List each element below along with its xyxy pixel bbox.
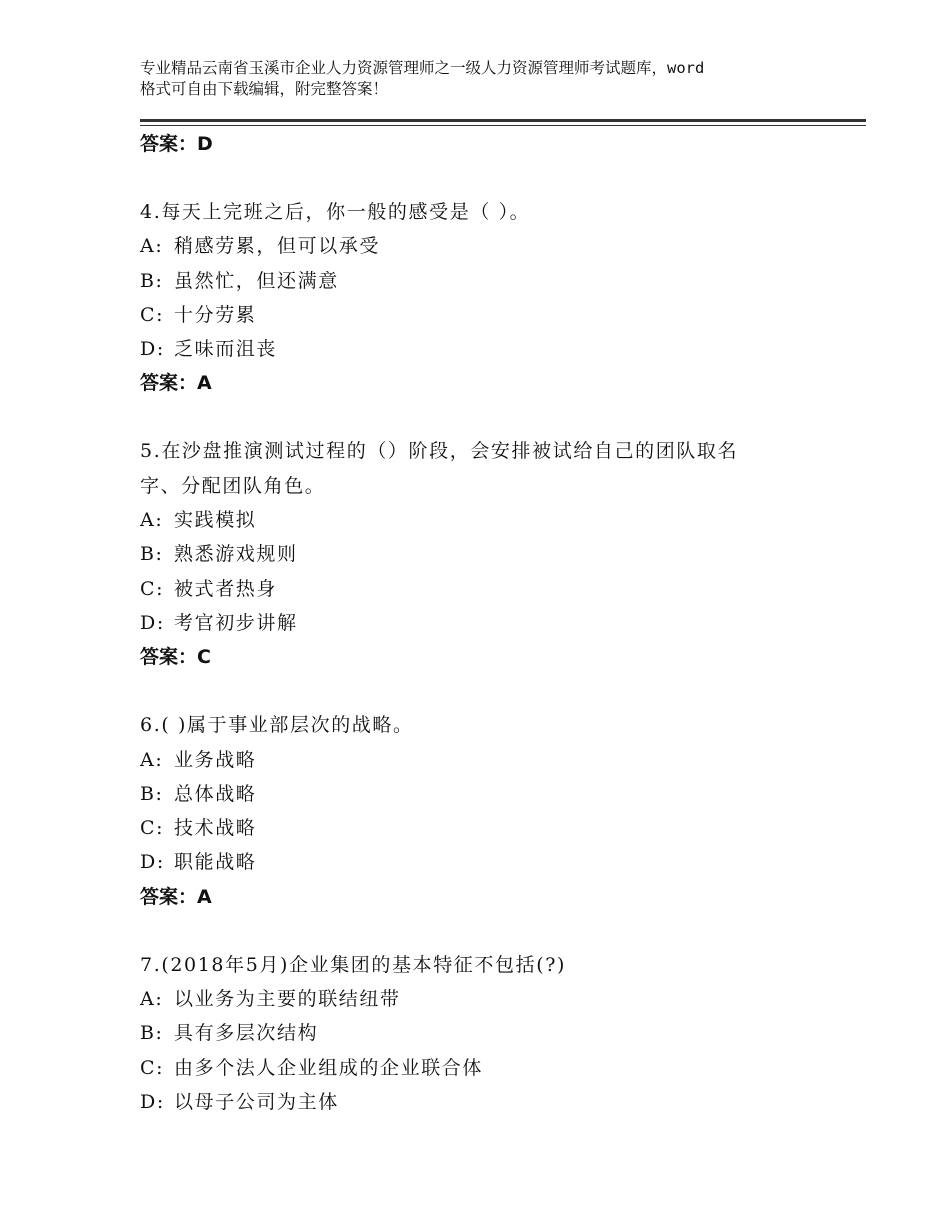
- option-text: 由多个法人企业组成的企业联合体: [174, 1056, 484, 1079]
- option-row: [140, 743, 860, 777]
- option-key: B:: [140, 782, 164, 805]
- header-line-2: 格式可自由下载编辑，附完整答案！: [140, 80, 389, 98]
- option-row: [140, 503, 860, 537]
- question-stem: 字、分配团队角色。: [140, 474, 326, 497]
- option-row: [140, 572, 860, 606]
- question-stem: 6.( )属于事业部层次的战略。: [140, 714, 414, 737]
- option-key: B:: [140, 1022, 164, 1045]
- option-text: 总体战略: [174, 782, 257, 805]
- option-row: [140, 777, 860, 811]
- option-key: D:: [140, 611, 165, 634]
- header-divider-thick: [140, 119, 866, 122]
- option-text: 业务战略: [174, 748, 257, 771]
- option-row: [140, 229, 860, 263]
- option-row: [140, 845, 860, 879]
- question-stem: 7.(2018年5月)企业集团的基本特征不包括(?): [140, 953, 567, 976]
- answer-line: 答案：A: [140, 885, 212, 908]
- option-key: A:: [140, 235, 164, 258]
- option-text: 稍感劳累，但可以承受: [174, 235, 381, 258]
- option-row: [140, 1051, 860, 1085]
- header-line-1: 专业精品云南省玉溪市企业人力资源管理师之一级人力资源管理师考试题库，word: [140, 59, 705, 77]
- option-text: 被式者热身: [174, 577, 278, 600]
- header-divider-thin: [140, 125, 866, 126]
- option-key: D:: [140, 851, 165, 874]
- question-stem: 5.在沙盘推演测试过程的（）阶段，会安排被试给自己的团队取名: [140, 440, 739, 463]
- option-text: 熟悉游戏规则: [174, 543, 298, 566]
- option-text: 技术战略: [174, 817, 257, 840]
- option-text: 职能战略: [174, 851, 257, 874]
- option-key: B:: [140, 543, 164, 566]
- option-key: B:: [140, 269, 164, 292]
- answer-line: 答案：C: [140, 646, 211, 669]
- option-key: A:: [140, 509, 164, 532]
- option-key: C:: [140, 577, 165, 600]
- answer-line: 答案：D: [140, 133, 213, 155]
- option-row: [140, 811, 860, 845]
- option-row: [140, 606, 860, 640]
- option-text: 具有多层次结构: [174, 1022, 319, 1045]
- option-text: 乏味而沮丧: [174, 338, 278, 361]
- document-header: [140, 58, 840, 100]
- answer-line: 答案：A: [140, 372, 212, 395]
- option-key: A:: [140, 988, 164, 1011]
- option-row: [140, 264, 860, 298]
- question-block: [140, 195, 860, 400]
- option-text: 十分劳累: [174, 303, 257, 326]
- option-text: 虽然忙，但还满意: [174, 269, 339, 292]
- option-key: C:: [140, 303, 165, 326]
- question-block: [140, 708, 860, 913]
- option-text: 考官初步讲解: [174, 611, 298, 634]
- question-block: [140, 948, 860, 1119]
- option-key: C:: [140, 817, 165, 840]
- option-key: A:: [140, 748, 164, 771]
- option-row: [140, 982, 860, 1016]
- option-row: [140, 1085, 860, 1119]
- option-row: [140, 1016, 860, 1050]
- option-key: D:: [140, 1090, 165, 1113]
- option-row: [140, 537, 860, 571]
- option-key: C:: [140, 1056, 165, 1079]
- question-stem: 4.每天上完班之后，你一般的感受是（ ）。: [140, 201, 531, 223]
- option-text: 实践模拟: [174, 509, 257, 532]
- question-block: [140, 434, 860, 674]
- option-row: [140, 298, 860, 332]
- option-key: D:: [140, 338, 165, 361]
- option-text: 以业务为主要的联结纽带: [174, 988, 401, 1011]
- question-list: [140, 195, 860, 1119]
- option-row: [140, 332, 860, 366]
- option-text: 以母子公司为主体: [174, 1090, 339, 1113]
- document-body: [140, 127, 860, 1119]
